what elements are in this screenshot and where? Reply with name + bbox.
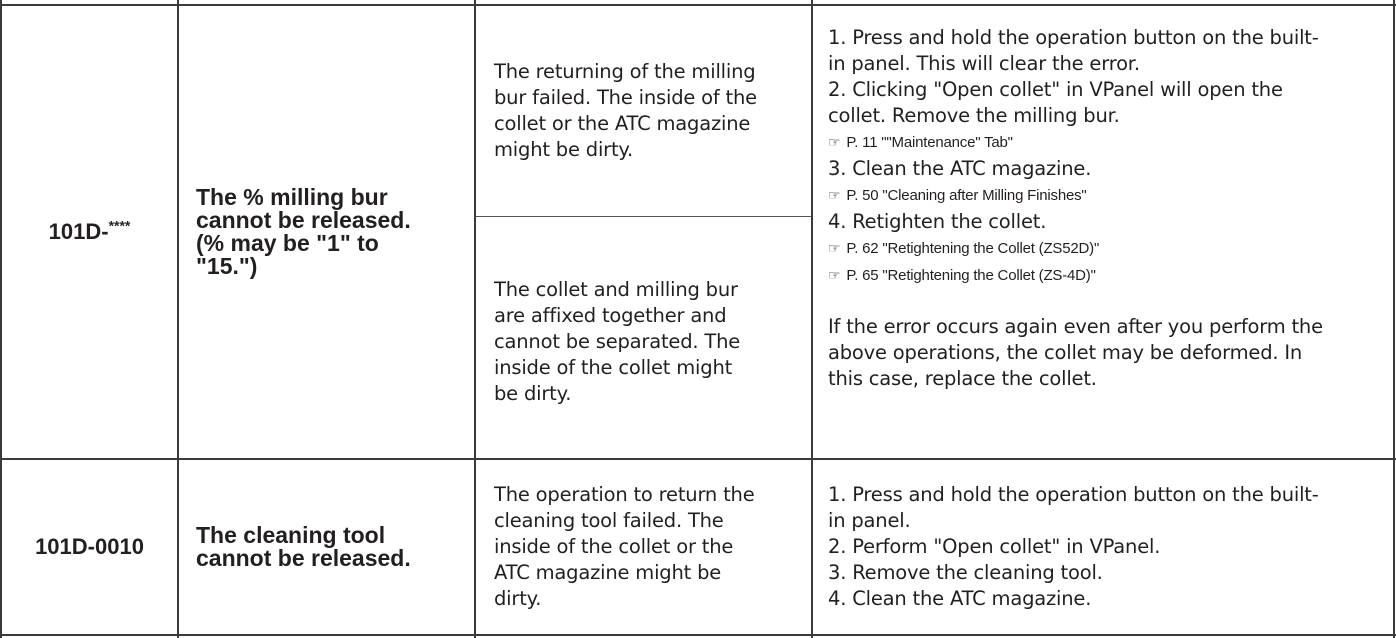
cause-text: The operation to return the cleaning tool failed. The inside of the collet or the ATC magazine might be dirty.	[494, 483, 755, 610]
table-border-right	[1393, 0, 1395, 638]
pointing-hand-icon: ☞	[828, 187, 841, 203]
error-code: 101D-0010	[35, 534, 144, 559]
cause-text: The returning of the milling bur failed. The inside of the collet or the ATC magazine might be dirty.	[494, 60, 757, 161]
cause-divider	[476, 216, 811, 217]
error-message: The % milling bur cannot be released. (% may be "1" to "15.")	[196, 184, 411, 279]
reference-link: ☞ P. 11 ""Maintenance" Tab"	[828, 134, 1013, 151]
cause-cell	[494, 6, 809, 216]
action-cell: 1. Press and hold the operation button on the built- in panel. This will clear the error. 2. Clicking "Open collet" in VPanel will open the collet. Remove the milling bur. ☞ P. 11 ""Maintenance" Tab" 3. Clean the ATC magazine. ☞ P. 50 "Cleaning after Milling Finishes" 4. Retighten the collet. ☞ P. 62 "Retightening the Collet (ZS52D)" ☞ P. 65 "Retightening the Collet (ZS-4D)" If the error occurs again even after you perform the above operations, the collet may be deformed. In this case, replace the collet.	[828, 25, 1393, 455]
table-row	[2, 6, 177, 458]
row-divider	[0, 634, 1396, 636]
action-text: 1. Press and hold the operation button on the built- in panel. 2. Perform "Open collet" in VPanel. 3. Remove the cleaning tool. 4. Clean the ATC magazine.	[828, 483, 1319, 610]
error-message-cell	[196, 6, 472, 458]
table-row	[2, 460, 177, 634]
reference-link: ☞ P. 62 "Retightening the Collet (ZS52D)"	[828, 240, 1100, 257]
error-message-cell	[196, 460, 472, 634]
cause-cell	[494, 460, 809, 634]
error-code: 101D-****	[48, 217, 131, 244]
column-divider	[177, 0, 179, 638]
reference-link: ☞ P. 50 "Cleaning after Milling Finishes"	[828, 187, 1087, 204]
column-divider	[474, 0, 476, 638]
pointing-hand-icon: ☞	[828, 240, 841, 256]
column-divider	[811, 0, 813, 638]
pointing-hand-icon: ☞	[828, 134, 841, 150]
pointing-hand-icon: ☞	[828, 267, 841, 283]
error-message: The cleaning tool cannot be released.	[196, 522, 411, 571]
cause-cell	[494, 262, 809, 422]
cause-text: The collet and milling bur are affixed together and cannot be separated. The inside of the collet might be dirty.	[494, 278, 741, 405]
action-cell	[828, 460, 1393, 634]
reference-link: ☞ P. 65 "Retightening the Collet (ZS-4D)"	[828, 267, 1096, 284]
